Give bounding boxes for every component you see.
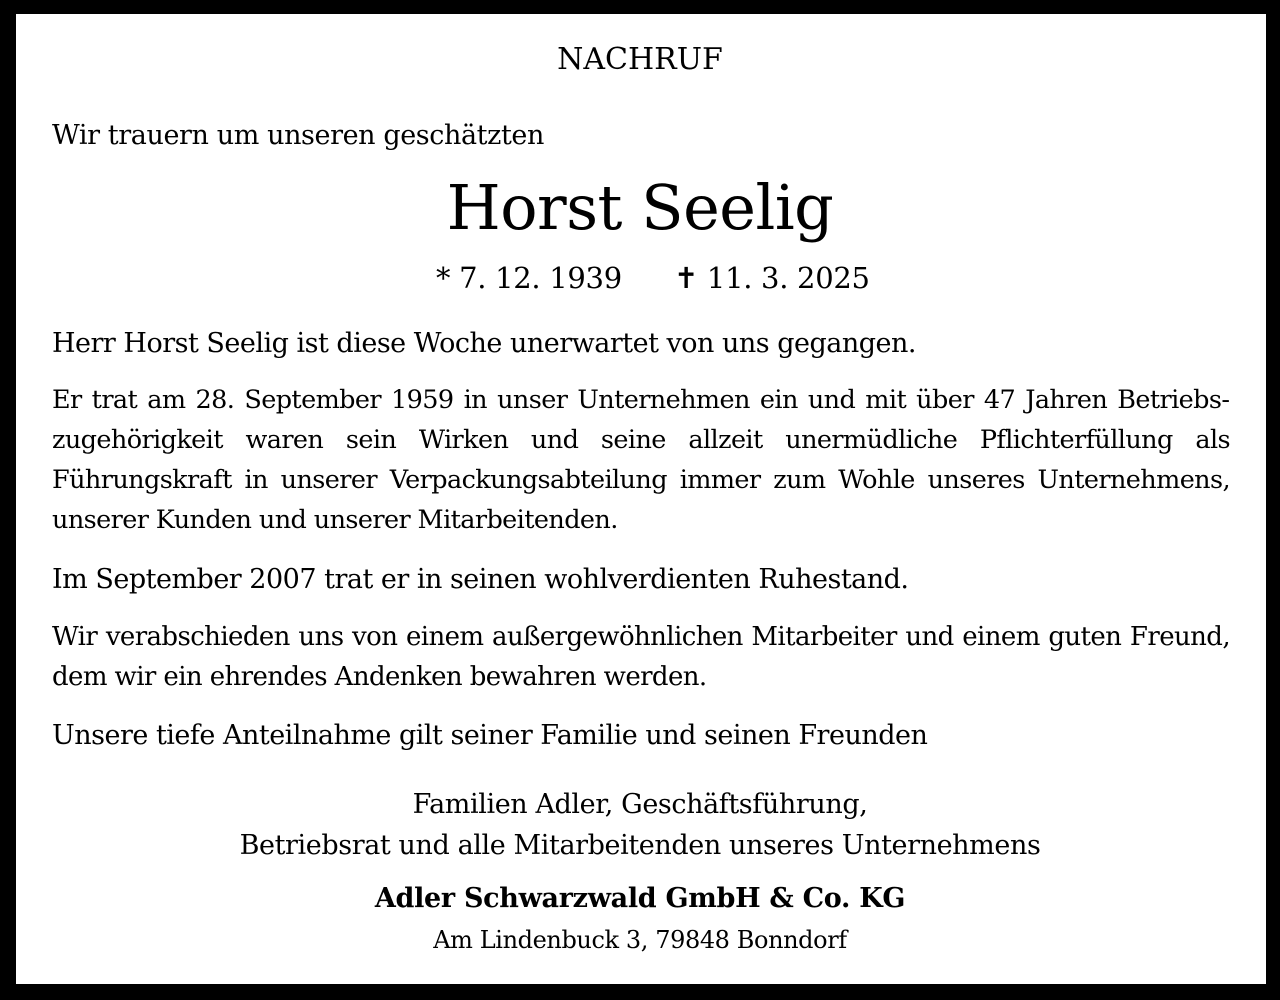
signature-line-1: Familien Adler, Geschäftsführung, [412, 789, 868, 820]
death-date: ✝ 11. 3. 2025 [674, 261, 870, 295]
intro-text: Wir trauern um unseren geschätzten [52, 120, 544, 151]
paragraph-career: Er trat am 28. September 1959 in unser Unternehmen ein und mit über 47 Jahren Betriebszugehörigkeit waren sein Wirken und seine allzeit unermüdliche Pflichterfüllung als Führungskraft in unserer Verpackungsabteilung immer zum Wohle unseres Unternehmens, unserer Kunden und unserer Mitarbeitenden. [52, 385, 1230, 535]
paragraph-farewell: Wir verabschieden uns von einem außergewöhnlichen Mitarbeiter und einem guten Freund, dem wir ein ehrendes Andenken bewahren werden. [52, 622, 1230, 692]
paragraph-death-announcement: Herr Horst Seelig ist diese Woche unerwartet von uns gegangen. [52, 328, 916, 359]
paragraph-condolence: Unsere tiefe Anteilnahme gilt seiner Familie und seinen Freunden [52, 720, 928, 751]
birth-date: * 7. 12. 1939 [436, 261, 622, 295]
company-address: Am Lindenbuck 3, 79848 Bonndorf [433, 926, 847, 954]
company-name: Adler Schwarzwald GmbH & Co. KG [374, 883, 906, 914]
signature-line-2: Betriebsrat und alle Mitarbeitenden unseres Unternehmens [239, 830, 1041, 861]
deceased-name: Horst Seelig [446, 171, 834, 244]
paragraph-retirement: Im September 2007 trat er in seinen wohlverdienten Ruhestand. [52, 564, 909, 595]
notice-heading: NACHRUF [557, 42, 723, 77]
